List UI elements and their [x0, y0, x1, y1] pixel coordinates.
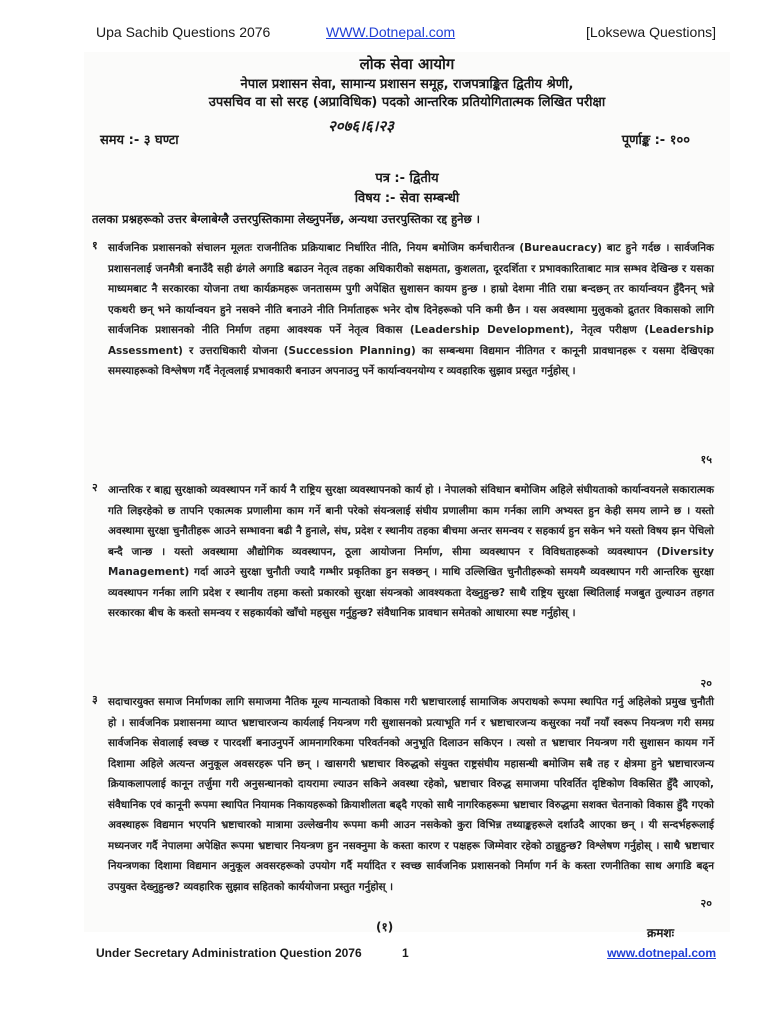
- header-category: [Loksewa Questions]: [586, 24, 716, 40]
- question-marks: २०: [700, 897, 712, 910]
- full-marks: पूर्णाङ्क :- १००: [621, 133, 690, 148]
- exam-line: उपसचिव वा सो सरह (अप्राविधिक) पदको आन्तरिक प्रतियोगितात्मक लिखित परीक्षा: [208, 95, 606, 110]
- header-title: Upa Sachib Questions 2076: [96, 24, 271, 40]
- header-site-link[interactable]: WWW.Dotnepal.com: [326, 24, 456, 40]
- question-3: [92, 692, 718, 962]
- question-number: १: [92, 239, 98, 252]
- question-text: आन्तरिक र बाह्य सुरक्षाको व्यवस्थापन गर्ने कार्य नै राष्ट्रिय सुरक्षा व्यवस्थापनको कार्य हो । नेपालको संविधान बमोजिम अहिले संघीयताको कार्यान्वयनले सकारात्मक गति लिइरहेको छ तापनि एकात्मक प्रणालीमा काम गर्ने बानी परेको संयन्त्रलाई संघीय प्रणालीमा काम गर्नका लागि अभ्यस्त हुन केही समय लाग्ने छ । यस्तो अवस्थामा सुरक्षा चुनौतीहरू आउने सम्भावना बढी नै हुनाले, संघ, प्रदेश र स्थानीय तहका बीचमा अन्तर समन्वय र सहकार्य हुन सकेन भने यस्तो विषय झन पेचिलो बन्दै जान्छ । यस्तो अवस्थामा औद्योगिक व्यवस्थापन, ठूला आयोजना निर्माण, सीमा व्यवस्थापन र विविधताहरूको व्यवस्थापन (Diversity Management) गर्दा आउने सुरक्षा चुनौती ज्यादै गम्भीर प्रकृतिका हुन सक्छन् । माथि उल्लिखित चुनौतीहरूको समयमै व्यवस्थापन गरी आन्तरिक सुरक्षा व्यवस्थापन गर्नका लागि प्रदेश र स्थानीय तहमा कस्तो प्रकारको सुरक्षा संयन्त्रको आवश्यकता देख्नुहुन्छ? साथै राष्ट्रिय सुरक्षा स्थितिलाई मजबुत तुल्याउन तहगत सरकारका बीच के कस्तो समन्वय र सहकार्यको खाँचो महसुस गर्नुहुन्छ? संवैधानिक प्रावधान समेतको आधारमा स्पष्ट गर्नुहोस् ।: [108, 484, 714, 619]
- footer-site-link[interactable]: www.dotnepal.com: [607, 946, 716, 960]
- exam-time: समय :- ३ घण्टा: [100, 133, 179, 148]
- question-1: [92, 238, 718, 470]
- exam-date: २०७६।६।२३: [328, 117, 394, 135]
- commission-title: लोक सेवा आयोग: [359, 55, 455, 73]
- question-marks: १५: [700, 453, 712, 466]
- service-line: नेपाल प्रशासन सेवा, सामान्य प्रशासन समूह, राजपत्राङ्कित द्वितीय श्रेणी,: [240, 77, 574, 92]
- question-text: सार्वजनिक प्रशासनको संचालन मूलतः राजनीतिक प्रक्रियाबाट निर्धारित नीति, नियम बमोजिम कर्मचारीतन्त्र (Bureaucracy) बाट हुने गर्दछ । सार्वजनिक प्रशासनलाई जनमैत्री बनाउँदै सही ढंगले अगाडि बढाउन नेतृत्व तहका अधिकारीको सक्षमता, कुशलता, दूरदर्शिता र प्रभावकारिताबाट मात्र सम्भव देखिन्छ र यसका माध्यमबाट नै सरकारका योजना तथा कार्यक्रमहरू जनतासम्म पुगी अपेक्षित सुशासन कायम हुन्छ । हाम्रो देशमा नीति राम्रा बन्दछन् तर कार्यान्वयन हुँदैनन् भन्ने एकथरी छन् भने कार्यान्वयन हुने नसक्ने नीति बनाउने नीति निर्माताहरू भनेर दोष दिनेहरूको पनि कमी छैन । यस अवस्थामा मुलुकको द्रुततर विकासको लागि सार्वजनिक प्रशासनको नीति निर्माण तहमा आवश्यक पर्ने नेतृत्व विकास (Leadership Development), नेतृत्व परीक्षण (Leadership Assessment) र उत्तराधिकारी योजना (Succession Planning) का सम्बन्धमा विद्यमान नीतिगत र कानूनी प्रावधानहरू र यसमा देखिएका समस्याहरूको विश्लेषण गर्दै नेतृत्वलाई प्रभावकारी बनाउन अपनाउनु पर्ने कार्यान्वयनयोग्य र व्यवहारिक सुझाव प्रस्तुत गर्नुहोस् ।: [108, 242, 714, 377]
- scanned-question-paper: [84, 52, 730, 940]
- continued-label: क्रमशः: [647, 926, 674, 940]
- paper-label: पत्र :- द्वितीय: [375, 171, 439, 186]
- footer-title: Under Secretary Administration Question 2076: [96, 946, 362, 960]
- instruction: तलका प्रश्नहरूको उत्तर बेग्लाबेग्लै उत्तरपुस्तिकामा लेख्नुपर्नेछ, अन्यथा उत्तरपुस्तिका रद्द हुनेछ ।: [92, 212, 480, 226]
- scan-page-number: (१): [376, 920, 394, 934]
- page-footer: [96, 946, 716, 966]
- question-text: सदाचारयुक्त समाज निर्माणका लागि समाजमा नैतिक मूल्य मान्यताको विकास गरी भ्रष्टाचारलाई सामाजिक अपराधको रूपमा स्थापित गर्नु अहिलेको प्रमुख चुनौती हो । सार्वजनिक प्रशासनमा व्याप्त भ्रष्टाचारजन्य कार्यलाई नियन्त्रण गरी सुशासनको प्रत्याभूति गर्न र भ्रष्टाचारजन्य कसुरका नयाँ नयाँ स्वरूप नियन्त्रण गरी समग्र सार्वजनिक सेवालाई स्वच्छ र पारदर्शी बनाउनुपर्ने आमनागरिकमा परिवर्तनको अनुभूति दिलाउन सकिएन । त्यसो त भ्रष्टाचार नियन्त्रण गरी सुशासन कायम गर्ने दिशामा अहिले अत्यन्त अनुकूल अवसरहरू पनि छन् । खासगरी भ्रष्टाचार विरुद्धको संयुक्त राष्ट्रसंघीय महासन्धी बमोजिम सबै तह र क्षेत्रमा हुने भ्रष्टाचारजन्य क्रियाकलापलाई कानून तर्जुमा गरी अनुसन्धानको दायरामा ल्याउन सकिने अवस्था रहेको, भ्रष्टाचार विरुद्ध समाजमा परिवर्तित दृष्टिकोण विकसित हुँदै आएको, संवैधानिक एवं कानूनी रूपमा स्थापित नियामक निकायहरूको क्रियाशीलता बढ्दै गएको साथै नागरिकहरूमा भ्रष्टाचार विरुद्धमा सशक्त चेतनाको विकास हुँदै गएको अवस्थाहरू विद्यमान भएपनि भ्रष्टाचारको मात्रामा उल्लेखनीय रूपमा कमी आउन नसकेको कुरा विभिन्न तथ्याङ्कहरूले दर्शाउदै आएका छन् । यी सन्दर्भहरूलाई मध्यनजर गर्दै नेपालमा अपेक्षित रूपमा भ्रष्टाचार नियन्त्रण हुन नसक्नुमा के कस्ता कारण र पक्षहरू जिम्मेवार रहेको ठान्नुहुन्छ? विश्लेषण गर्नुहोस् । साथै भ्रष्टाचार नियन्त्रणका दिशामा विद्यमान अनुकूल अवसरहरूको उपयोग गर्दै मर्यादित र स्वच्छ सार्वजनिक प्रशासनको निर्माण गर्न के कस्ता रणनीतिका साथ अगाडि बढ्न उपयुक्त देख्नुहुन्छ? व्यवहारिक सुझाव सहितको कार्ययोजना प्रस्तुत गर्नुहोस् ।: [108, 696, 714, 893]
- footer-page-number: 1: [402, 946, 409, 960]
- question-marks: २०: [700, 677, 712, 690]
- question-2: [92, 480, 718, 696]
- subject-label: विषय :- सेवा सम्बन्धी: [354, 191, 460, 206]
- page-header: [96, 24, 716, 46]
- question-number: २: [92, 481, 98, 494]
- question-number: ३: [92, 693, 98, 706]
